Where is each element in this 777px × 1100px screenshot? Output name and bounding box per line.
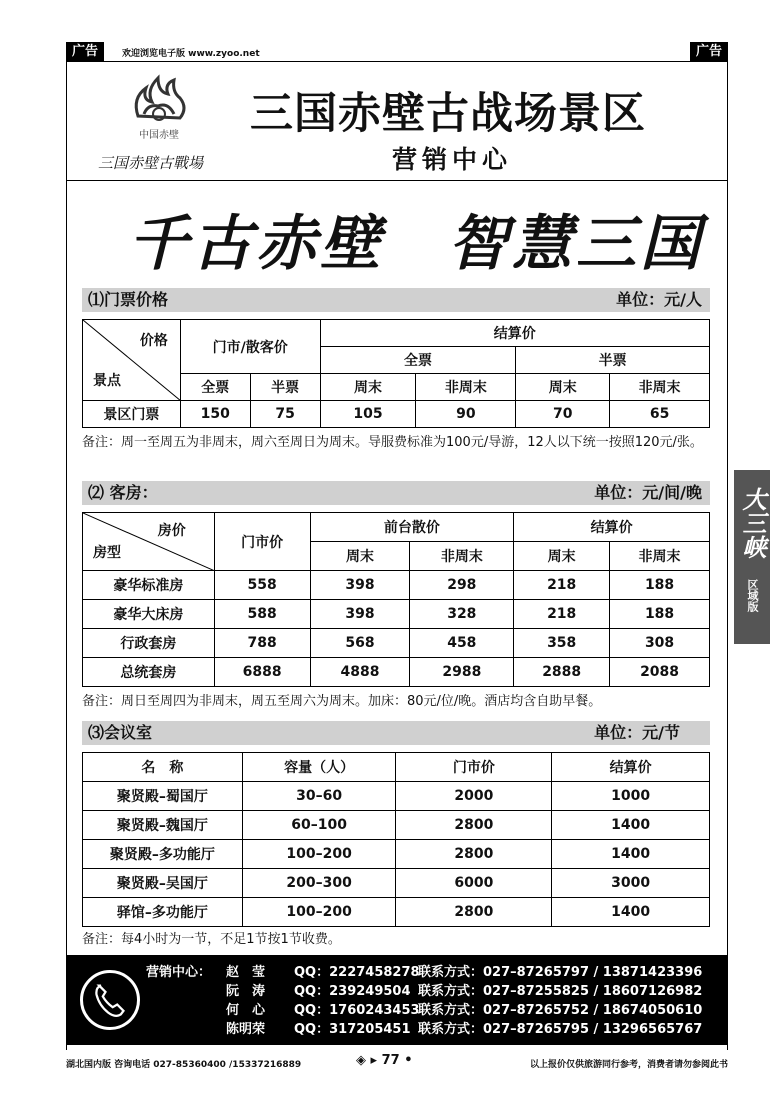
ticket-sub-weekday: 非周末 (416, 374, 516, 401)
top-bar (66, 42, 728, 62)
contact-box (66, 955, 728, 1045)
ticket-col-half: 半票 (516, 347, 710, 374)
table-row (83, 571, 710, 600)
meeting-capacity: 100–200 (242, 840, 396, 869)
rooms-section-bar (82, 481, 710, 505)
ticket-sub-weekend: 周末 (516, 374, 610, 401)
room-cell: 218 (514, 571, 610, 600)
ticket-cell: 70 (516, 401, 610, 428)
ticket-sub-full: 全票 (180, 374, 250, 401)
meeting-settle: 1000 (552, 782, 710, 811)
contact-name: 赵 莹 (226, 965, 266, 980)
bottom-bar (66, 1050, 728, 1076)
room-cell: 358 (514, 629, 610, 658)
contact-qq[interactable]: QQ：239249504 (294, 984, 411, 999)
contact-row (146, 982, 726, 1001)
side-tab-subtitle: 区域版 (746, 578, 759, 612)
ticket-col-full: 全票 (320, 347, 516, 374)
ticket-diag-header (83, 320, 181, 401)
page-subtitle: 营销中心 (392, 145, 513, 174)
site-url[interactable]: 欢迎浏览电子版 www.zyoo.net (122, 49, 260, 59)
meeting-name: 驿馆–多功能厅 (83, 898, 243, 927)
meeting-capacity: 100–200 (242, 898, 396, 927)
contact-phone[interactable]: 联系方式：027–87265797 / 13871423396 (418, 965, 703, 980)
tickets-unit: 单位：元/人 (616, 290, 702, 309)
ticket-sub-weekend: 周末 (320, 374, 416, 401)
header-divider (66, 180, 728, 181)
meeting-door: 2000 (396, 782, 552, 811)
ticket-sub-weekday: 非周末 (610, 374, 710, 401)
room-cell: 308 (610, 629, 710, 658)
contact-name: 何 心 (226, 1003, 266, 1018)
contact-qq[interactable]: QQ：317205451 (294, 1022, 411, 1037)
room-cell: 2988 (410, 658, 514, 687)
page-number: 77 (381, 1053, 400, 1068)
ticket-cell: 65 (610, 401, 710, 428)
meeting-settle: 1400 (552, 811, 710, 840)
meeting-door: 2800 (396, 811, 552, 840)
room-cell: 2888 (514, 658, 610, 687)
meeting-door: 2800 (396, 898, 552, 927)
room-cell: 218 (514, 600, 610, 629)
ticket-diag-bottom: 景点 (93, 373, 121, 389)
room-cell: 458 (410, 629, 514, 658)
contact-name: 陈明荣 (226, 1022, 266, 1037)
ticket-sub-half: 半票 (250, 374, 320, 401)
rooms-unit: 单位：元/间/晚 (594, 483, 702, 502)
room-cell: 558 (214, 571, 310, 600)
room-name: 豪华大床房 (83, 600, 215, 629)
ticket-price-table (82, 319, 710, 428)
meeting-note: 备注：每4小时为一节，不足1节按1节收费。 (82, 932, 341, 947)
logo-text: 中国赤壁 (139, 130, 179, 141)
room-diag-bottom: 房型 (93, 545, 121, 561)
meeting-capacity: 30–60 (242, 782, 396, 811)
room-cell: 398 (310, 600, 410, 629)
meeting-section-bar (82, 721, 710, 745)
meeting-col-capacity: 容量（人） (242, 753, 396, 782)
room-cell: 588 (214, 600, 310, 629)
contact-qq[interactable]: QQ：1760243453 (294, 1003, 420, 1018)
contact-row (146, 1001, 726, 1020)
meeting-col-settle: 结算价 (552, 753, 710, 782)
ad-tag-right: 广告 (690, 42, 728, 62)
meeting-heading: ⑶会议室 (88, 723, 153, 742)
contact-row (146, 963, 726, 982)
ticket-note: 备注：周一至周五为非周末，周六至周日为周末。导服费标准为100元/导游，12人以下统一按照120元/张。 (82, 435, 703, 450)
room-cell: 188 (610, 600, 710, 629)
table-row (83, 840, 710, 869)
meeting-unit: 单位：元/节 (594, 723, 680, 742)
dot-icon: • (399, 1053, 413, 1068)
meeting-settle: 3000 (552, 869, 710, 898)
diamond-icon: ◈ ▸ (356, 1053, 382, 1068)
room-cell: 188 (610, 571, 710, 600)
table-row (83, 811, 710, 840)
ticket-cell: 150 (180, 401, 250, 428)
room-note: 备注：周日至周四为非周末，周五至周六为周末。加床：80元/位/晚。酒店均含自助早餐。 (82, 694, 602, 709)
meeting-name: 聚贤殿–吴国厅 (83, 869, 243, 898)
contact-row (146, 1020, 726, 1039)
meeting-name: 聚贤殿–多功能厅 (83, 840, 243, 869)
meeting-name: 聚贤殿–蜀国厅 (83, 782, 243, 811)
contact-label: 营销中心： (146, 965, 212, 980)
room-cell: 6888 (214, 658, 310, 687)
room-cell: 398 (310, 571, 410, 600)
contact-qq[interactable]: QQ：2227458278 (294, 965, 420, 980)
ticket-cell: 105 (320, 401, 416, 428)
room-col-front: 前台散价 (310, 513, 514, 542)
ticket-diag-top: 价格 (139, 333, 168, 349)
table-row (83, 869, 710, 898)
room-name: 总统套房 (83, 658, 215, 687)
table-row (83, 658, 710, 687)
contact-phone[interactable]: 联系方式：027–87265795 / 13296565767 (418, 1022, 703, 1037)
meeting-capacity: 200–300 (242, 869, 396, 898)
tickets-section-bar (82, 288, 710, 312)
table-row (83, 600, 710, 629)
room-name: 行政套房 (83, 629, 215, 658)
ticket-col-settle: 结算价 (320, 320, 709, 347)
room-cell: 328 (410, 600, 514, 629)
table-row (83, 629, 710, 658)
footer-left: 湖北国内版 咨询电话 027-85360400 /15337216889 (66, 1060, 302, 1070)
table-row (83, 401, 710, 428)
room-diag-header (83, 513, 215, 571)
room-sub-weekend: 周末 (514, 542, 610, 571)
phone-icon (80, 970, 140, 1030)
room-sub-weekday: 非周末 (410, 542, 514, 571)
ticket-row-name: 景区门票 (83, 401, 181, 428)
room-cell: 4888 (310, 658, 410, 687)
meeting-room-table (82, 752, 710, 927)
meeting-name: 聚贤殿–魏国厅 (83, 811, 243, 840)
meeting-col-door: 门市价 (396, 753, 552, 782)
tickets-heading: ⑴门票价格 (88, 290, 169, 309)
rooms-heading: ⑵ 客房： (88, 483, 158, 502)
page-number-group (356, 1053, 413, 1068)
ticket-cell: 75 (250, 401, 320, 428)
page-title: 三国赤壁古战场景区 (250, 89, 646, 139)
contact-phone[interactable]: 联系方式：027–87265752 / 18674050610 (418, 1003, 703, 1018)
room-sub-weekend: 周末 (310, 542, 410, 571)
room-cell: 788 (214, 629, 310, 658)
slogan: 千古赤壁 智慧三国 (128, 209, 704, 279)
meeting-capacity: 60–100 (242, 811, 396, 840)
contact-phone[interactable]: 联系方式：027–87255825 / 18607126982 (418, 984, 703, 999)
ticket-col-door: 门市/散客价 (180, 320, 320, 374)
meeting-door: 2800 (396, 840, 552, 869)
room-cell: 2088 (610, 658, 710, 687)
meeting-door: 6000 (396, 869, 552, 898)
room-diag-top: 房价 (157, 523, 186, 539)
logo-caption: 三国赤壁古戰場 (98, 154, 204, 172)
ad-tag-left: 广告 (66, 42, 104, 62)
table-row (83, 782, 710, 811)
contact-name: 阮 涛 (226, 984, 266, 999)
table-row (83, 898, 710, 927)
ticket-cell: 90 (416, 401, 516, 428)
meeting-settle: 1400 (552, 898, 710, 927)
region-side-tab[interactable] (734, 470, 770, 644)
room-price-table (82, 512, 710, 687)
room-cell: 568 (310, 629, 410, 658)
chibi-logo-icon (128, 72, 190, 144)
room-sub-weekday: 非周末 (610, 542, 710, 571)
meeting-col-name: 名 称 (83, 753, 243, 782)
room-cell: 298 (410, 571, 514, 600)
footer-right: 以上报价仅供旅游同行参考，消费者请勿参阅此书 (529, 1060, 728, 1070)
side-tab-title: 大三峡 (738, 487, 767, 559)
room-col-settle: 结算价 (514, 513, 710, 542)
room-col-door: 门市价 (214, 513, 310, 571)
meeting-settle: 1400 (552, 840, 710, 869)
contact-list (146, 963, 726, 1039)
room-name: 豪华标准房 (83, 571, 215, 600)
